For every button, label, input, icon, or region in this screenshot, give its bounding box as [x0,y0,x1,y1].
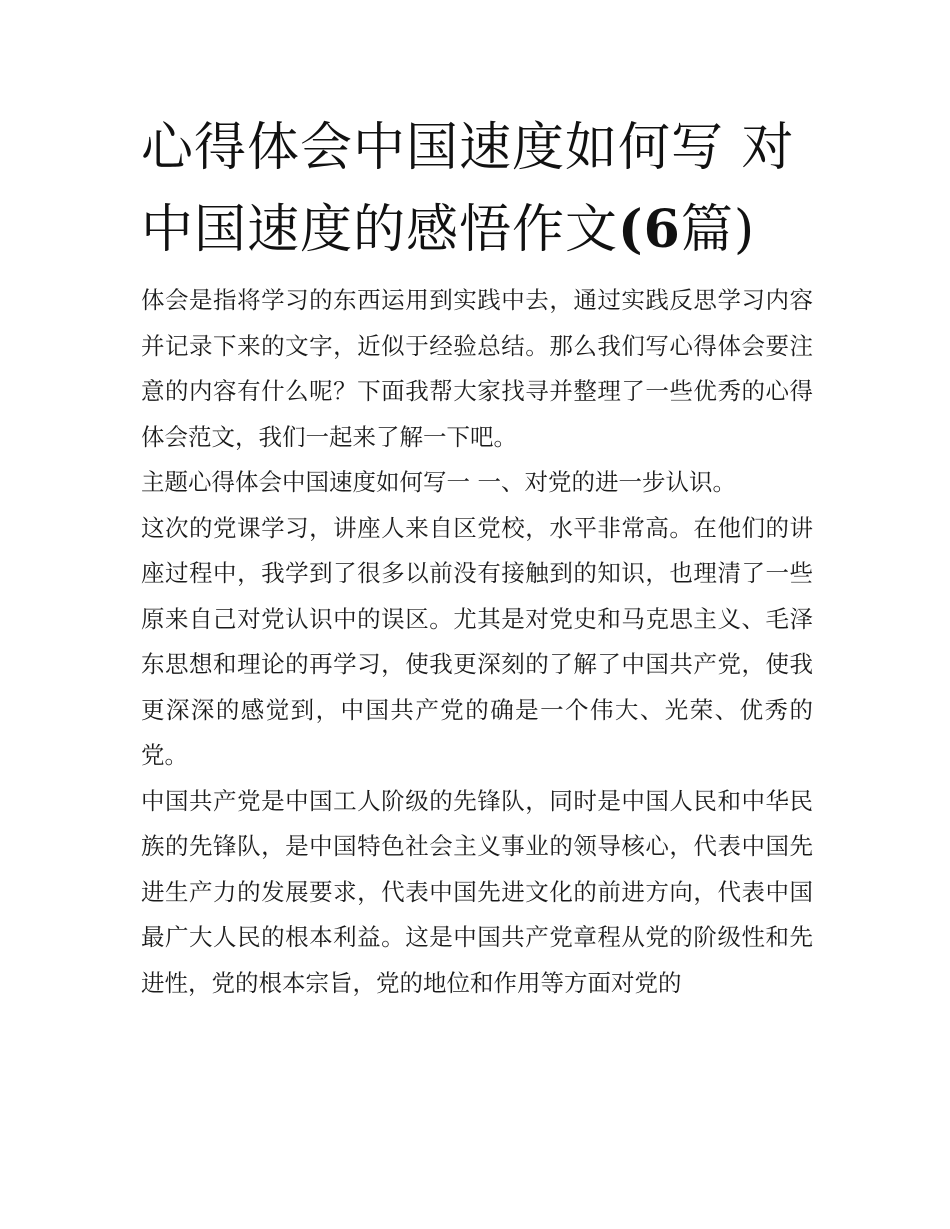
paragraph-intro: 体会是指将学习的东西运用到实践中去，通过实践反思学习内容并记录下来的文字，近似于经验总结。那么我们写心得体会要注意的内容有什么呢？下面我帮大家找寻并整理了一些优秀的心得体会范文，我们一起来了解一下吧。 [141,286,813,451]
title-count: (6 [618,199,681,260]
title-suffix: 篇) [680,200,756,260]
document-body [141,278,813,1006]
title-text: 心得体会中国速度如何写 对中国速度的感悟作文 [141,118,795,260]
paragraph-topic-heading: 主题心得体会中国速度如何写一 一、对党的进一步认识。 [141,468,736,496]
paragraph-party-definition: 中国共产党是中国工人阶级的先锋队，同时是中国人民和中华民族的先锋队，是中国特色社会主义事业的领导核心，代表中国先进生产力的发展要求，代表中国先进文化的前进方向，代表中国最广大人民的根本利益。这是中国共产党章程从党的阶级性和先进性，党的根本宗旨，党的地位和作用等方面对党的 [141,786,813,997]
document-title [141,108,821,271]
paragraph-party-lesson: 这次的党课学习，讲座人来自区党校，水平非常高。在他们的讲座过程中，我学到了很多以前没有接触到的知识，也理清了一些原来自己对党认识中的误区。尤其是对党史和马克思主义、毛泽东思想和理论的再学习，使我更深刻的了解了中国共产党，使我更深深的感觉到，中国共产党的确是一个伟大、光荣、优秀的党。 [141,513,813,769]
